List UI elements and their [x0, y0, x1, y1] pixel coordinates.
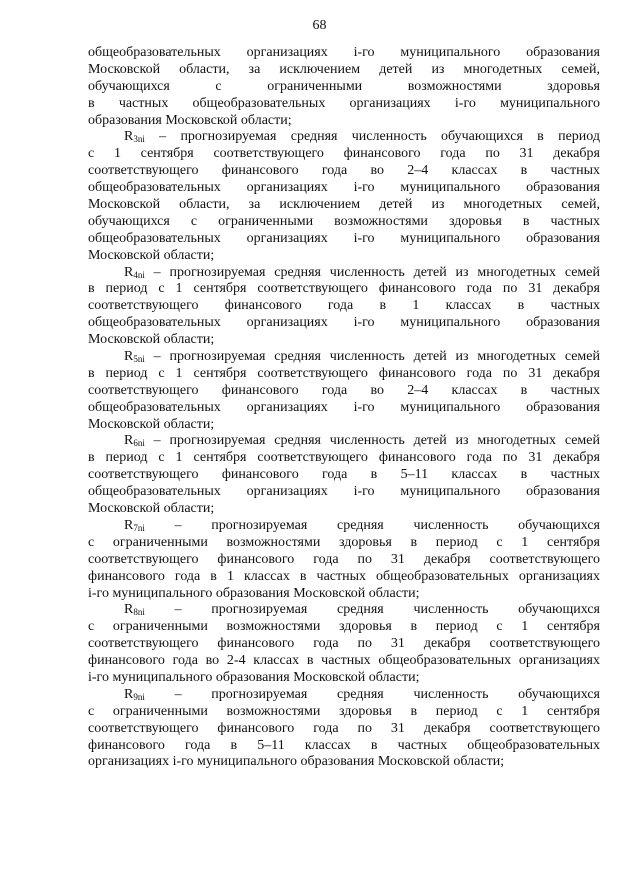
text-line: $R_{7ni}$ – прогнозируемая средняя численность обучающихся	[124, 517, 600, 533]
text-line: Московской области;	[88, 501, 215, 517]
text-line: соответствующего финансового года по 31 декабря соответствующего	[88, 636, 600, 652]
text-line: обучающихся с ограниченными возможностями здоровья	[88, 78, 600, 94]
paragraph	[88, 129, 600, 264]
text-line: общеобразовательных организациях i-го муниципального образования	[88, 315, 600, 331]
text-line: i-го муниципального образования Московской области;	[88, 585, 420, 601]
text-line: $R_{4ni}$ – прогнозируемая средняя численность детей из многодетных семей	[124, 264, 600, 280]
text-line: общеобразовательных организациях i-го муниципального образования	[88, 230, 600, 246]
text-line: организациях i-го муниципального образования Московской области;	[88, 754, 505, 770]
text-line: в период с 1 сентября соответствующего финансового года по 31 декабря	[88, 281, 600, 297]
text-line: общеобразовательных организациях i-го муниципального образования	[88, 45, 600, 60]
variable-symbol: $R_{9ni}$	[124, 686, 145, 702]
text-line: Московской области, за исключением детей из многодетных семей,	[88, 61, 600, 77]
text-line: в частных общеобразовательных организациях i-го муниципального	[88, 95, 600, 111]
variable-subscript: 3ni	[133, 134, 145, 145]
text-line: с ограниченными возможностями здоровья в период с 1 сентября	[88, 703, 600, 719]
paragraph	[88, 349, 600, 433]
text-line: $R_{8ni}$ – прогнозируемая средняя численность обучающихся	[124, 602, 600, 618]
text-line: с 1 сентября соответствующего финансового года по 31 декабря	[88, 146, 600, 162]
text-line: финансового года в 1 классах в частных общеобразовательных организациях	[88, 568, 600, 584]
text-line: финансового года во 2-4 классах в частных общеобразовательных организациях	[88, 653, 600, 669]
paragraph	[88, 265, 600, 349]
text-line: $R_{3ni}$ – прогнозируемая средняя численность обучающихся в период	[124, 129, 600, 145]
text-line: соответствующего финансового года во 2–4 классах в частных	[88, 163, 600, 179]
variable-symbol: $R_{5ni}$	[124, 349, 145, 365]
text-line: финансового года в 5–11 классах в частных общеобразовательных	[88, 737, 600, 753]
variable-symbol: $R_{7ni}$	[124, 517, 145, 533]
document-body	[88, 45, 600, 771]
text-line: соответствующего финансового года по 31 декабря соответствующего	[88, 551, 600, 567]
paragraph	[88, 687, 600, 771]
text-line: в период с 1 сентября соответствующего финансового года по 31 декабря	[88, 365, 600, 381]
text-line: в период с 1 сентября соответствующего финансового года по 31 декабря	[88, 450, 600, 466]
text-line: общеобразовательных организациях i-го муниципального образования	[88, 180, 600, 196]
text-line: Московской области;	[88, 416, 215, 432]
text-line: с ограниченными возможностями здоровья в период с 1 сентября	[88, 534, 600, 550]
variable-symbol: $R_{8ni}$	[124, 602, 145, 618]
text-line: общеобразовательных организациях i-го муниципального образования	[88, 484, 600, 500]
paragraph	[88, 433, 600, 517]
text-line: обучающихся с ограниченными возможностями здоровья в частных	[88, 213, 600, 229]
paragraph	[88, 602, 600, 686]
page-number: 68	[312, 18, 327, 33]
variable-symbol: $R_{4ni}$	[124, 264, 145, 280]
variable-subscript: 9ni	[133, 691, 145, 702]
text-line: общеобразовательных организациях i-го муниципального образования	[88, 399, 600, 415]
text-line: Московской области;	[88, 332, 215, 348]
text-line: соответствующего финансового года в 1 классах в частных	[88, 298, 600, 314]
text-line: соответствующего финансового года в 5–11 классах в частных	[88, 467, 600, 483]
text-line: i-го муниципального образования Московской области;	[88, 669, 420, 685]
text-line: с ограниченными возможностями здоровья в период с 1 сентября	[88, 619, 600, 635]
text-line: $R_{9ni}$ – прогнозируемая средняя численность обучающихся	[124, 686, 600, 702]
paragraph	[88, 45, 600, 129]
variable-subscript: 6ni	[133, 438, 145, 449]
text-line: соответствующего финансового года по 31 декабря соответствующего	[88, 720, 600, 736]
text-line: образования Московской области;	[88, 112, 292, 128]
variable-subscript: 4ni	[133, 269, 145, 280]
variable-symbol: $R_{3ni}$	[124, 129, 145, 145]
text-line: Московской области;	[88, 247, 215, 263]
variable-subscript: 7ni	[133, 522, 145, 533]
text-line: Московской области, за исключением детей из многодетных семей,	[88, 197, 600, 213]
text-line: $R_{6ni}$ – прогнозируемая средняя численность детей из многодетных семей	[124, 433, 600, 449]
text-line: соответствующего финансового года во 2–4 классах в частных	[88, 382, 600, 398]
variable-subscript: 5ni	[133, 354, 145, 365]
text-line: $R_{5ni}$ – прогнозируемая средняя численность детей из многодетных семей	[124, 349, 600, 365]
paragraph	[88, 518, 600, 602]
variable-symbol: $R_{6ni}$	[124, 433, 145, 449]
variable-subscript: 8ni	[133, 607, 145, 618]
